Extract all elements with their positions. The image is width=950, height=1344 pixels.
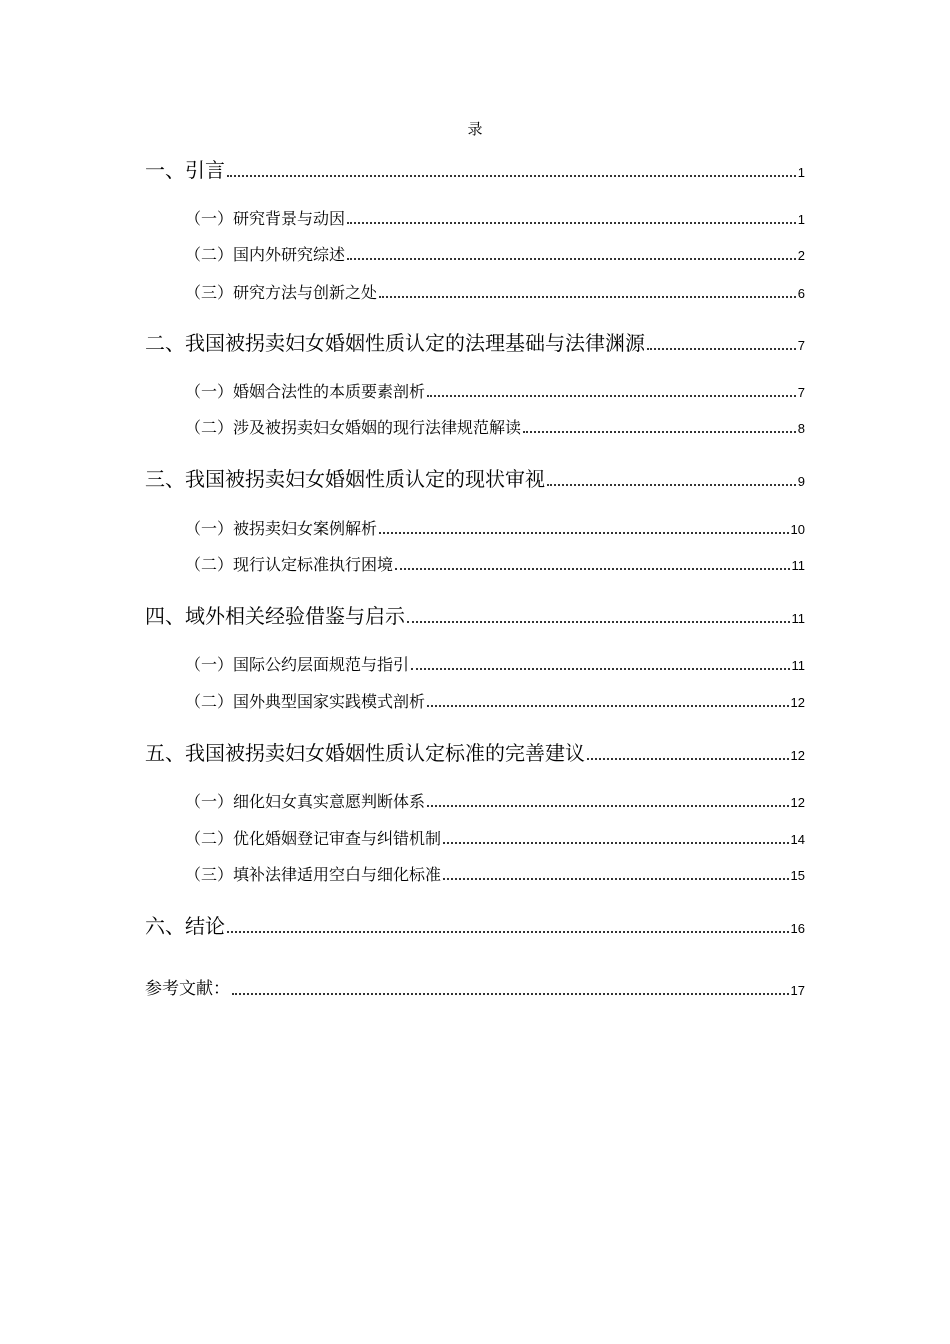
toc-entry[interactable] bbox=[185, 551, 805, 573]
dot-leader bbox=[395, 568, 789, 570]
toc-entry-page: 11 bbox=[791, 658, 805, 673]
dot-leader bbox=[443, 842, 789, 844]
dot-leader bbox=[227, 931, 789, 933]
dot-leader bbox=[347, 222, 796, 224]
dot-leader bbox=[379, 532, 789, 534]
dot-leader bbox=[407, 621, 790, 623]
toc-entry[interactable] bbox=[185, 788, 805, 810]
toc-entry-label: （一）细化妇女真实意愿判断体系 bbox=[185, 792, 426, 811]
toc-entry-label: （二）国外典型国家实践模式剖析 bbox=[185, 692, 426, 711]
toc-entry-page: 6 bbox=[797, 286, 805, 301]
toc-entry-label: 三、我国被拐卖妇女婚姻性质认定的现状审视 bbox=[145, 467, 545, 491]
toc-entry[interactable] bbox=[185, 651, 805, 673]
toc-entry-label: （二）涉及被拐卖妇女婚姻的现行法律规范解读 bbox=[185, 418, 522, 437]
toc-entry-page: 10 bbox=[790, 522, 805, 537]
dot-leader bbox=[443, 878, 789, 880]
toc-entry[interactable] bbox=[185, 279, 805, 301]
toc-entry-label: （三）研究方法与创新之处 bbox=[185, 283, 378, 302]
dot-leader bbox=[523, 431, 796, 433]
toc-entry[interactable] bbox=[185, 205, 805, 227]
toc-entry-label: 六、结论 bbox=[145, 914, 225, 938]
toc-entry[interactable] bbox=[145, 463, 805, 489]
toc-entry-page: 12 bbox=[790, 795, 805, 810]
dot-leader bbox=[232, 993, 789, 995]
dot-leader bbox=[427, 705, 789, 707]
toc-entry-references[interactable] bbox=[145, 974, 805, 998]
toc-entry-label: 四、域外相关经验借鉴与启示 bbox=[145, 604, 405, 628]
toc-entry-page: 1 bbox=[797, 165, 805, 180]
toc-entry-page: 11 bbox=[791, 611, 805, 626]
toc-entry-label: （一）被拐卖妇女案例解析 bbox=[185, 519, 378, 538]
toc-entry-label: （一）研究背景与动因 bbox=[185, 209, 346, 228]
toc-entry-page: 7 bbox=[797, 338, 805, 353]
toc-entry[interactable] bbox=[185, 825, 805, 847]
toc-entry-page: 1 bbox=[797, 212, 805, 227]
toc-entry-label: （二）现行认定标准执行困境 bbox=[185, 555, 394, 574]
toc-entry-page: 15 bbox=[790, 868, 805, 883]
toc-entry[interactable] bbox=[145, 600, 805, 626]
dot-leader bbox=[427, 395, 796, 397]
toc-entry-page: 17 bbox=[790, 983, 805, 998]
toc-entry-label: （一）国际公约层面规范与指引 bbox=[185, 655, 410, 674]
toc-entry[interactable] bbox=[185, 241, 805, 263]
dot-leader bbox=[411, 668, 789, 670]
toc-entry-label: 一、引言 bbox=[145, 158, 225, 182]
toc-entry-label: （二）优化婚姻登记审查与纠错机制 bbox=[185, 829, 442, 848]
toc-entry[interactable] bbox=[145, 910, 805, 936]
toc-entry[interactable] bbox=[145, 737, 805, 763]
toc-entry[interactable] bbox=[185, 861, 805, 883]
toc-entry[interactable] bbox=[185, 414, 805, 436]
toc-entry-page: 8 bbox=[797, 421, 805, 436]
toc-entry[interactable] bbox=[145, 327, 805, 353]
toc-entry-page: 12 bbox=[790, 748, 805, 763]
toc-entry[interactable] bbox=[145, 154, 805, 180]
dot-leader bbox=[427, 805, 789, 807]
dot-leader bbox=[647, 348, 796, 350]
toc-entry-page: 14 bbox=[790, 832, 805, 847]
toc-entry-page: 16 bbox=[790, 921, 805, 936]
toc-entry-label: 五、我国被拐卖妇女婚姻性质认定标准的完善建议 bbox=[145, 741, 585, 765]
dot-leader bbox=[587, 758, 789, 760]
toc-entry-label: 参考文献： bbox=[145, 979, 230, 999]
toc-entry[interactable] bbox=[185, 688, 805, 710]
toc-entry-label: 二、我国被拐卖妇女婚姻性质认定的法理基础与法律渊源 bbox=[145, 331, 645, 355]
dot-leader bbox=[379, 296, 796, 298]
toc-entry[interactable] bbox=[185, 515, 805, 537]
toc-entry-label: （二）国内外研究综述 bbox=[185, 245, 346, 264]
dot-leader bbox=[547, 484, 796, 486]
toc-entry-page: 9 bbox=[797, 474, 805, 489]
toc-entry-page: 2 bbox=[797, 248, 805, 263]
toc-entry[interactable] bbox=[185, 378, 805, 400]
toc-entry-label: （一）婚姻合法性的本质要素剖析 bbox=[185, 382, 426, 401]
toc-entry-page: 7 bbox=[797, 385, 805, 400]
toc-title: 录 bbox=[467, 120, 483, 138]
toc-entry-page: 12 bbox=[790, 695, 805, 710]
dot-leader bbox=[347, 258, 796, 260]
dot-leader bbox=[227, 175, 796, 177]
toc-entry-page: 11 bbox=[791, 558, 805, 573]
toc-entry-label: （三）填补法律适用空白与细化标准 bbox=[185, 865, 442, 884]
